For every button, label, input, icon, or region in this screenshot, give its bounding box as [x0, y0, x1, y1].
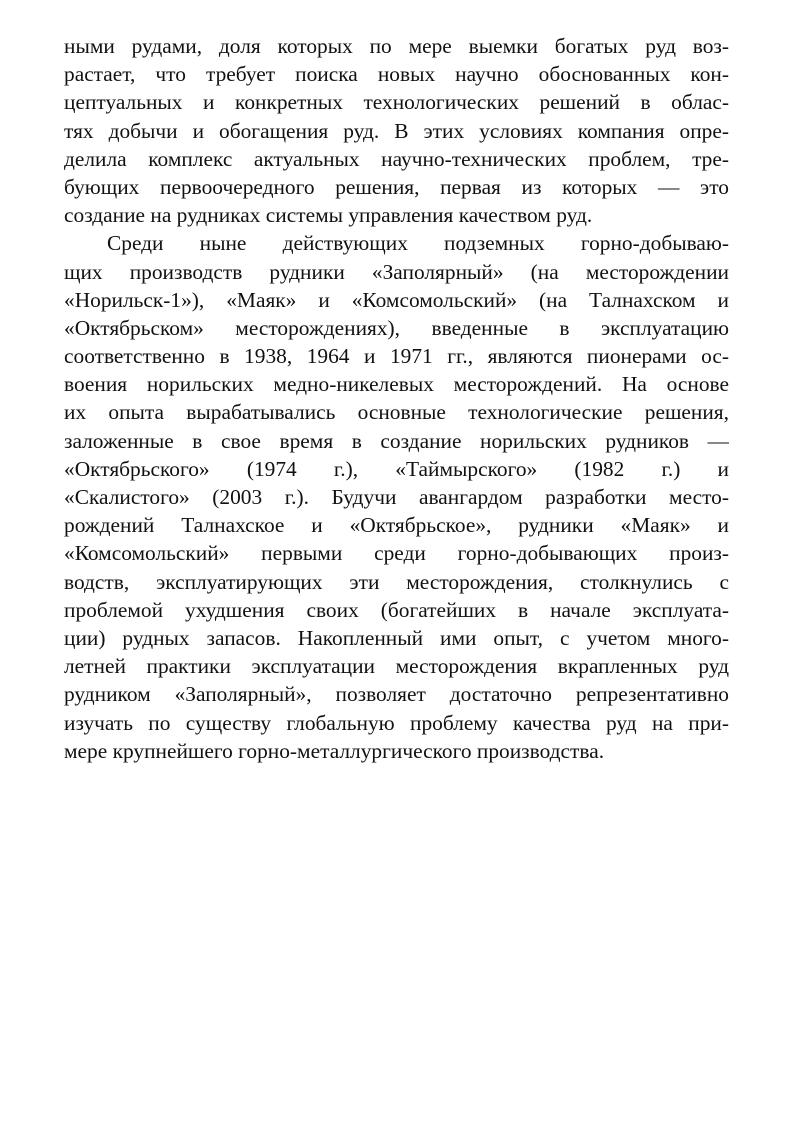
text-line: рождений Талнахское и «Октябрьское», рудники «Маяк» и [64, 513, 729, 538]
paragraph-2 [64, 229, 729, 765]
paragraph-1 [64, 32, 729, 229]
text-line: мере крупнейшего горно-металлургического производства. [64, 738, 605, 763]
text-line: растает, что требует поиска новых научно обоснованных кон- [64, 62, 729, 87]
text-line: «Октябрьском» месторождениях), введенные в эксплуатацию [64, 315, 729, 340]
text-line: создание на рудниках системы управления качеством руд. [64, 203, 593, 228]
text-line: воения норильских медно-никелевых месторождений. На основе [64, 372, 729, 397]
text-line: заложенные в свое время в создание норильских рудников — [64, 428, 729, 453]
text-line: делила комплекс актуальных научно-технических проблем, тре- [64, 146, 729, 171]
text-line: их опыта вырабатывались основные технологические решения, [64, 400, 729, 425]
text-line: рудником «Заполярный», позволяет достаточно репрезентативно [64, 682, 729, 707]
text-line: летней практики эксплуатации месторождения вкрапленных руд [64, 654, 729, 679]
text-line: «Октябрьского» (1974 г.), «Таймырского» (1982 г.) и [64, 456, 729, 481]
text-line: тях добычи и обогащения руд. В этих условиях компания опре- [64, 118, 729, 143]
text-line: щих производств рудники «Заполярный» (на месторождении [64, 259, 729, 284]
text-line: ции) рудных запасов. Накопленный ими опыт, с учетом много- [64, 625, 729, 650]
text-line: изучать по существу глобальную проблему качества руд на при- [64, 710, 729, 735]
text-line: «Норильск-1»), «Маяк» и «Комсомольский» (на Талнахском и [64, 287, 729, 312]
text-line: бующих первоочередного решения, первая из которых — это [64, 174, 729, 199]
text-line: Среди ныне действующих подземных горно-добываю- [107, 231, 729, 256]
text-line: ными рудами, доля которых по мере выемки богатых руд воз- [64, 34, 729, 58]
text-line: «Комсомольский» первыми среди горно-добывающих произ- [64, 541, 729, 566]
document-page [64, 32, 729, 765]
text-line: водств, эксплуатирующих эти месторождения, столкнулись с [64, 569, 729, 594]
text-line: цептуальных и конкретных технологических решений в облас- [64, 90, 729, 115]
text-line: соответственно в 1938, 1964 и 1971 гг., являются пионерами ос- [64, 344, 729, 369]
text-line: «Скалистого» (2003 г.). Будучи авангардом разработки место- [64, 485, 729, 509]
text-line: проблемой ухудшения своих (богатейших в начале эксплуата- [64, 597, 729, 622]
